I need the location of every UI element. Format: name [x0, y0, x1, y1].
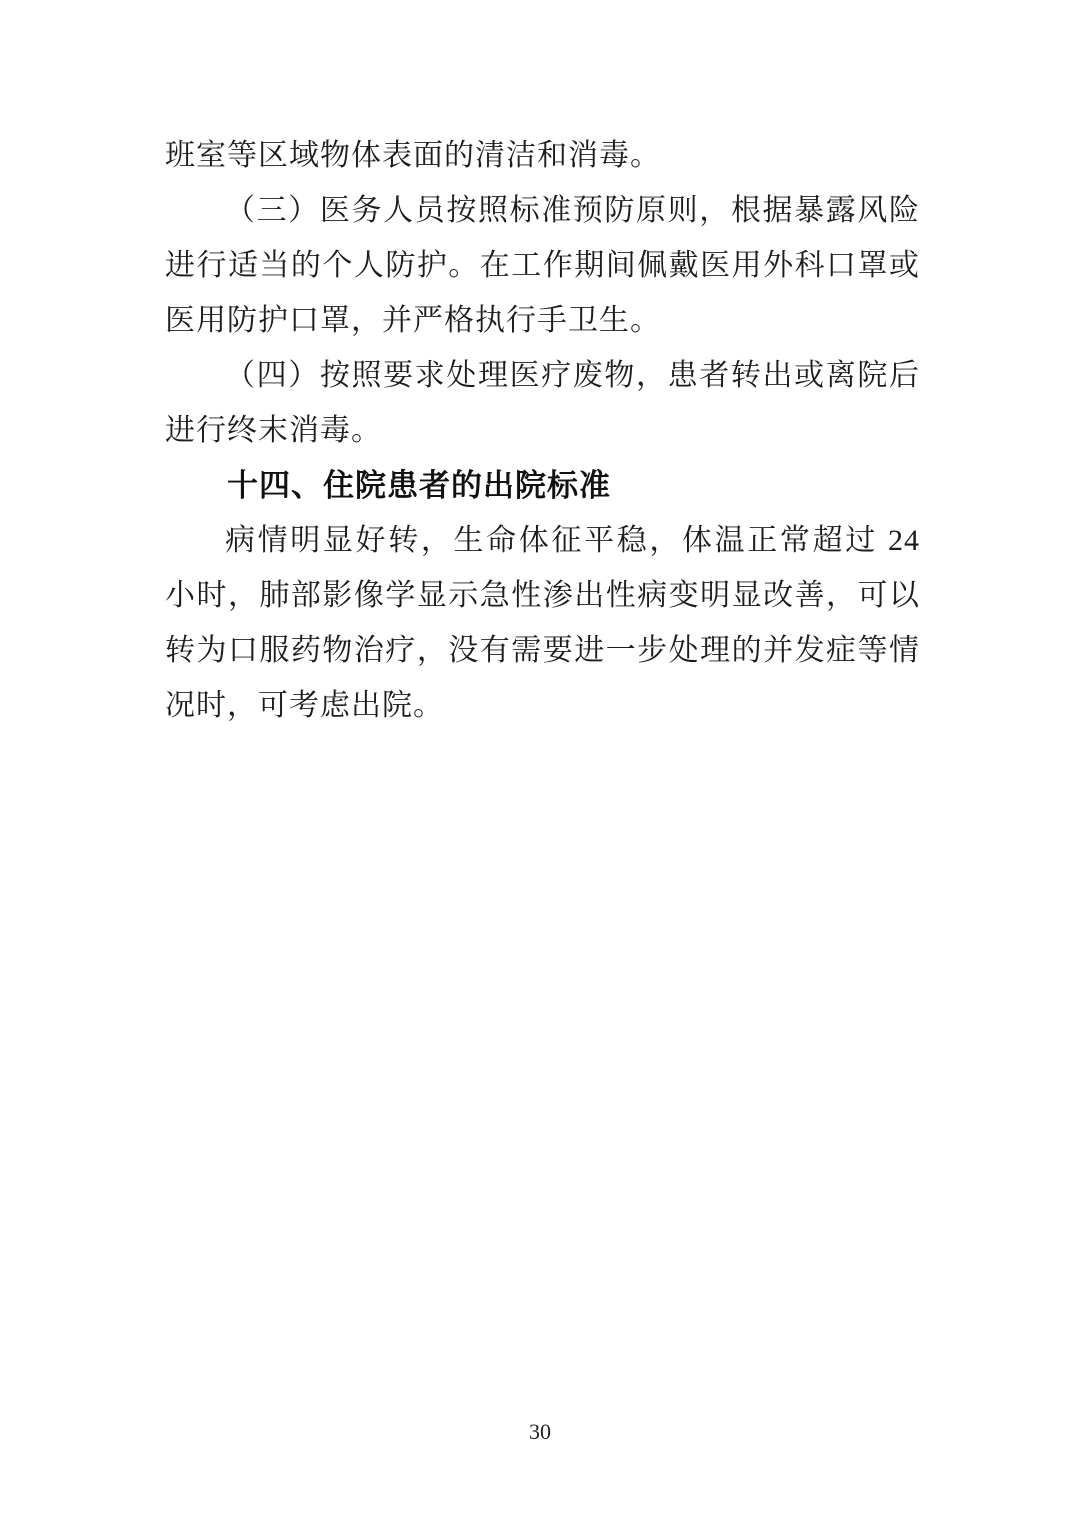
paragraph-discharge-conditions: 病情明显好转，生命体征平稳，体温正常超过 24 小时，肺部影像学显示急性渗出性病变明显改善，可以转为口服药物治疗，没有需要进一步处理的并发症等情况时，可考虑出院。	[165, 524, 920, 722]
paragraph-surface-disinfection-continuation: 班室等区域物体表面的清洁和消毒。	[165, 139, 661, 172]
section-heading-discharge-criteria: 十四、住院患者的出院标准	[227, 468, 611, 503]
paragraph-item-four-medical-waste: （四）按照要求处理医疗废物，患者转出或离院后进行终末消毒。	[165, 359, 920, 447]
page-number: 30	[529, 1419, 551, 1444]
paragraph-item-three-ppe: （三）医务人员按照标准预防原则，根据暴露风险进行适当的个人防护。在工作期间佩戴医用外科口罩或医用防护口罩，并严格执行手卫生。	[165, 194, 920, 337]
page-content	[165, 128, 920, 733]
